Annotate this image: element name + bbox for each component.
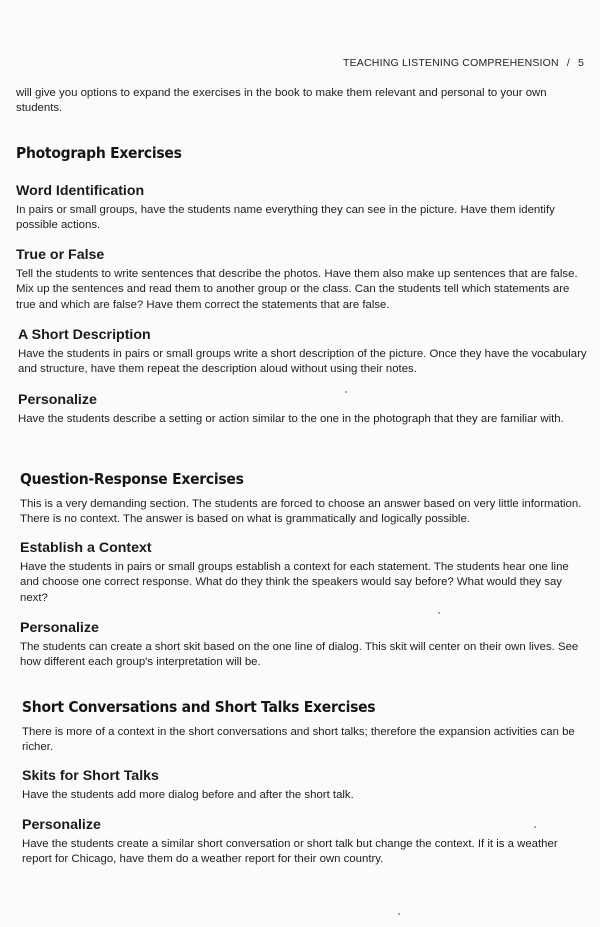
section-title: Photograph Exercises xyxy=(16,144,182,162)
page-number: 5 xyxy=(577,57,584,69)
scan-speck xyxy=(438,612,440,614)
running-head-separator: / xyxy=(566,57,570,69)
subsection-true-or-false xyxy=(16,247,588,313)
subsection-title: Personalize xyxy=(22,817,101,833)
subsection-establish-context xyxy=(20,540,588,606)
subsection-personalize-question xyxy=(20,620,588,671)
section-title: Short Conversations and Short Talks Exercises xyxy=(22,698,376,716)
subsection-title: A Short Description xyxy=(18,327,151,343)
subsection-title: Personalize xyxy=(18,392,97,408)
section-short-conversations xyxy=(22,698,415,716)
subsection-title: Skits for Short Talks xyxy=(22,768,159,784)
subsection-title: True or False xyxy=(16,247,105,263)
subsection-text: In pairs or small groups, have the students name everything they can see in the picture. Have them identify possible actions. xyxy=(16,204,555,232)
section-title: Question-Response Exercises xyxy=(20,470,244,488)
subsection-word-identification xyxy=(16,183,586,234)
subsection-skits xyxy=(22,768,588,803)
scan-speck xyxy=(534,826,536,828)
intro-paragraph: will give you options to expand the exercises in the book to make them relevant and personal to your own students. xyxy=(16,87,547,115)
scan-speck xyxy=(345,391,347,393)
section-intro: This is a very demanding section. The students are forced to choose an answer based on very little information. There is no context. The answer is based on what is grammatically and logically possible. xyxy=(20,498,582,526)
section-photograph xyxy=(16,144,200,162)
subsection-title: Word Identification xyxy=(16,183,145,199)
subsection-personalize-photo xyxy=(18,392,588,427)
subsection-text: Have the students in pairs or small groups establish a context for each statement. The students hear one line and choose one correct response. What do they think the speakers would say before? What would they say next? xyxy=(20,561,569,604)
subsection-short-description xyxy=(18,327,588,378)
subsection-text: Have the students in pairs or small groups write a short description of the picture. Once they have the vocabulary and structure, have them repeat the description aloud without using their notes. xyxy=(18,348,587,376)
section-question-response xyxy=(20,470,268,488)
section-intro-short-conversations xyxy=(22,725,588,756)
section-intro: There is more of a context in the short conversations and short talks; therefore the expansion activities can be richer. xyxy=(22,726,575,754)
subsection-personalize-talks xyxy=(22,817,590,868)
section-intro-question-response xyxy=(20,497,588,528)
running-head xyxy=(343,57,584,69)
subsection-text: Have the students add more dialog before and after the short talk. xyxy=(22,789,354,801)
intro-paragraph-block xyxy=(16,86,586,117)
subsection-title: Establish a Context xyxy=(20,540,152,556)
subsection-text: Have the students describe a setting or action similar to the one in the photograph that they are familiar with. xyxy=(18,413,564,425)
subsection-text: Tell the students to write sentences that describe the photos. Have them also make up sentences that are false. Mix up the sentences and read them to another group or the class. Can the students tell which statements are true and which are false? Have them correct the statements that are false. xyxy=(16,268,578,311)
subsection-text: Have the students create a similar short conversation or short talk but change the context. If it is a weather report for Chicago, have them do a weather report for their own country. xyxy=(22,838,558,866)
scan-speck xyxy=(398,913,400,915)
subsection-text: The students can create a short skit based on the one line of dialog. This skit will center on their own lives. See how different each group's interpretation will be. xyxy=(20,641,579,669)
subsection-title: Personalize xyxy=(20,620,99,636)
running-head-title: TEACHING LISTENING COMPREHENSION xyxy=(342,57,559,69)
